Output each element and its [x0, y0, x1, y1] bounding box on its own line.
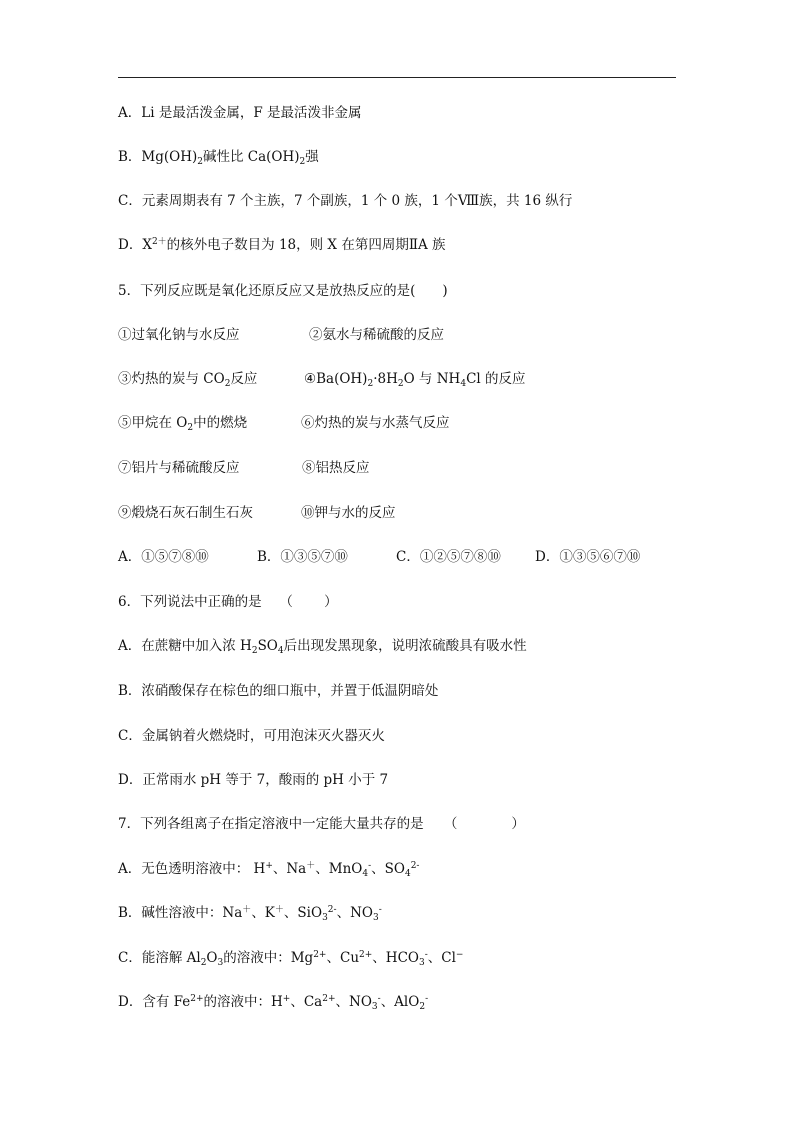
q6-stem: 6．下列说法中正确的是 （ ） [118, 594, 338, 610]
q4-option-a: A．Li 是最活泼金属，F 是最活泼非金属 [118, 105, 362, 121]
q7-option-a: A．无色透明溶液中： H+、Na＋、MnO$_4$-、$SO_4^{2-}$ [118, 861, 420, 879]
q5-reaction-10: ⑩钾与水的反应 [301, 505, 396, 521]
q5-reaction-7: ⑦铝片与稀硫酸反应 [118, 460, 240, 476]
q5-option-d: D．①③⑤⑥⑦⑩ [535, 549, 641, 565]
q6-option-a: A．在蔗糖中加入浓 $H_2SO_4$后出现发黑现象，说明浓硫酸具有吸水性 [118, 638, 527, 656]
q6-option-d: D．正常雨水 pH 等于 7，酸雨的 pH 小于 7 [118, 772, 389, 788]
q5-reaction-9: ⑨煅烧石灰石制生石灰 [118, 505, 253, 521]
q5-reaction-4: $④Ba(OH)_2\cdot 8H_2O$ 与 $NH_4Cl$ 的反应 [304, 371, 526, 389]
q5-option-a: A．①⑤⑦⑧⑩ [118, 549, 209, 565]
q7-option-b: B．碱性溶液中：Na＋、K＋、SiO$_3^{2-}$、$NO_3^-$ [118, 905, 382, 923]
q5-reaction-3: ③灼热的炭与 $CO_2$反应 [118, 371, 258, 389]
q5-reaction-2: ②氨水与稀硫酸的反应 [309, 327, 444, 343]
q7-option-d: D．含有 $Fe^{2+}$的溶液中：H+、$Ca^{2+}$、$NO_3^-$、AlO$_2$- [118, 994, 429, 1012]
header-rule [118, 77, 676, 78]
q7-option-c: C．能溶解 $Al_2O_3$的溶液中：$Mg^{2+}$、$Cu^{2+}$、$HCO_3^-$、Cl− [118, 950, 464, 968]
q5-reaction-5: ⑤甲烷在 $O_2$中的燃烧 [118, 415, 248, 433]
q7-stem: 7．下列各组离子在指定溶液中一定能大量共存的是 （ ） [118, 816, 525, 832]
q5-reaction-8: ⑧铝热反应 [302, 460, 370, 476]
q4-option-b: B．$Mg(OH)_2$碱性比 $Ca(OH)_2$强 [118, 149, 319, 167]
q5-option-b: B．①③⑤⑦⑩ [257, 549, 348, 565]
q5-stem: 5．下列反应既是氧化还原反应又是放热反应的是( ) [118, 283, 448, 299]
q5-reaction-6: ⑥灼热的炭与水蒸气反应 [301, 415, 450, 431]
q4-option-d: D．$X^{2+}$的核外电子数目为 18，则 X 在第四周期ⅡA 族 [118, 237, 446, 253]
q6-option-b: B．浓硝酸保存在棕色的细口瓶中，并置于低温阴暗处 [118, 683, 439, 699]
q5-reaction-1: ①过氧化钠与水反应 [118, 327, 240, 343]
q4-option-c: C．元素周期表有 7 个主族，7 个副族，1 个 0 族，1 个Ⅷ族，共 16 纵行 [118, 193, 573, 209]
q6-option-c: C．金属钠着火燃烧时，可用泡沫灭火器灭火 [118, 728, 385, 744]
q5-option-c: C．①②⑤⑦⑧⑩ [396, 549, 501, 565]
